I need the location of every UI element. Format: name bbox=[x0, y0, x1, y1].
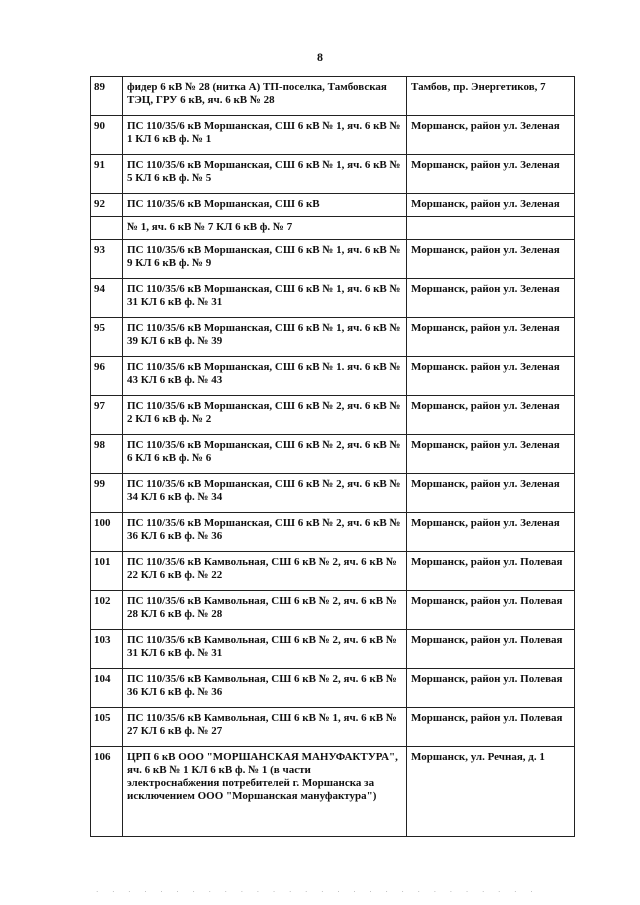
row-description: ПС 110/35/6 кВ Камвольная, СШ 6 кВ № 2, яч. 6 кВ № 31 КЛ 6 кВ ф. № 31 bbox=[123, 630, 407, 669]
row-description: ПС 110/35/6 кВ Камвольная, СШ 6 кВ № 2, яч. 6 кВ № 22 КЛ 6 кВ ф. № 22 bbox=[123, 552, 407, 591]
scan-artifact: · · · · · · · · · · · · · · · · · · · · · · · · · · · · bbox=[96, 888, 539, 896]
row-description: ПС 110/35/6 кВ Моршанская, СШ 6 кВ № 1, яч. 6 кВ № 1 КЛ 6 кВ ф. № 1 bbox=[123, 116, 407, 155]
row-address: Моршанск, район ул. Полевая bbox=[407, 552, 575, 591]
table-row bbox=[91, 217, 575, 240]
table-row bbox=[91, 357, 575, 396]
row-address: Моршанск, район ул. Полевая bbox=[407, 630, 575, 669]
table-row bbox=[91, 552, 575, 591]
table-row bbox=[91, 155, 575, 194]
row-number: 90 bbox=[91, 116, 123, 155]
table-row bbox=[91, 708, 575, 747]
row-number: 102 bbox=[91, 591, 123, 630]
row-address: Моршанск, район ул. Зеленая bbox=[407, 116, 575, 155]
row-description: ПС 110/35/6 кВ Моршанская, СШ 6 кВ № 1, яч. 6 кВ № 5 КЛ 6 кВ ф. № 5 bbox=[123, 155, 407, 194]
table-row bbox=[91, 474, 575, 513]
row-address: Моршанск, район ул. Зеленая bbox=[407, 435, 575, 474]
row-address: Тамбов, пр. Энергетиков, 7 bbox=[407, 77, 575, 116]
row-description: № 1, яч. 6 кВ № 7 КЛ 6 кВ ф. № 7 bbox=[123, 217, 407, 240]
row-number: 105 bbox=[91, 708, 123, 747]
row-number bbox=[91, 217, 123, 240]
table-row bbox=[91, 513, 575, 552]
row-number: 91 bbox=[91, 155, 123, 194]
row-address: Моршанск, район ул. Полевая bbox=[407, 669, 575, 708]
table-row bbox=[91, 279, 575, 318]
row-address: Моршанск, район ул. Зеленая bbox=[407, 513, 575, 552]
facilities-table bbox=[90, 76, 575, 837]
row-address: Моршанск, район ул. Зеленая bbox=[407, 474, 575, 513]
row-number: 98 bbox=[91, 435, 123, 474]
row-address: Моршанск. район ул. Зеленая bbox=[407, 357, 575, 396]
row-description: ПС 110/35/6 кВ Моршанская, СШ 6 кВ bbox=[123, 194, 407, 217]
row-address: Моршанск, район ул. Полевая bbox=[407, 591, 575, 630]
row-number: 89 bbox=[91, 77, 123, 116]
row-description: ПС 110/35/6 кВ Моршанская, СШ 6 кВ № 1, яч. 6 кВ № 31 КЛ 6 кВ ф. № 31 bbox=[123, 279, 407, 318]
table-row bbox=[91, 240, 575, 279]
row-description: фидер 6 кВ № 28 (нитка А) ТП-поселка, Тамбовская ТЭЦ, ГРУ 6 кВ, яч. 6 кВ № 28 bbox=[123, 77, 407, 116]
row-number: 92 bbox=[91, 194, 123, 217]
row-number: 99 bbox=[91, 474, 123, 513]
row-description: ПС 110/35/6 кВ Моршанская, СШ 6 кВ № 2, яч. 6 кВ № 36 КЛ 6 кВ ф. № 36 bbox=[123, 513, 407, 552]
row-number: 103 bbox=[91, 630, 123, 669]
row-number: 101 bbox=[91, 552, 123, 591]
row-number: 104 bbox=[91, 669, 123, 708]
row-description: ПС 110/35/6 кВ Моршанская, СШ 6 кВ № 1. яч. 6 кВ № 43 КЛ 6 кВ ф. № 43 bbox=[123, 357, 407, 396]
table-row bbox=[91, 669, 575, 708]
row-number: 95 bbox=[91, 318, 123, 357]
row-address: Моршанск, ул. Речная, д. 1 bbox=[407, 747, 575, 837]
row-number: 97 bbox=[91, 396, 123, 435]
table-row bbox=[91, 194, 575, 217]
table-row bbox=[91, 435, 575, 474]
row-description: ПС 110/35/6 кВ Моршанская, СШ 6 кВ № 2, яч. 6 кВ № 2 КЛ 6 кВ ф. № 2 bbox=[123, 396, 407, 435]
row-description: ПС 110/35/6 кВ Моршанская, СШ 6 кВ № 1, яч. 6 кВ № 39 КЛ 6 кВ ф. № 39 bbox=[123, 318, 407, 357]
row-address: Моршанск, район ул. Зеленая bbox=[407, 155, 575, 194]
table-row bbox=[91, 747, 575, 837]
row-address: Моршанск, район ул. Полевая bbox=[407, 708, 575, 747]
row-description: ПС 110/35/6 кВ Моршанская, СШ 6 кВ № 1, яч. 6 кВ № 9 КЛ 6 кВ ф. № 9 bbox=[123, 240, 407, 279]
row-number: 96 bbox=[91, 357, 123, 396]
row-description: ПС 110/35/6 кВ Камвольная, СШ 6 кВ № 2, яч. 6 кВ № 28 КЛ 6 кВ ф. № 28 bbox=[123, 591, 407, 630]
row-address: Моршанск, район ул. Зеленая bbox=[407, 396, 575, 435]
row-address bbox=[407, 217, 575, 240]
row-number: 94 bbox=[91, 279, 123, 318]
table-row bbox=[91, 630, 575, 669]
row-description: ПС 110/35/6 кВ Камвольная, СШ 6 кВ № 1, яч. 6 кВ № 27 КЛ 6 кВ ф. № 27 bbox=[123, 708, 407, 747]
row-number: 106 bbox=[91, 747, 123, 837]
row-description: ПС 110/35/6 кВ Моршанская, СШ 6 кВ № 2, яч. 6 кВ № 6 КЛ 6 кВ ф. № 6 bbox=[123, 435, 407, 474]
row-address: Моршанск, район ул. Зеленая bbox=[407, 279, 575, 318]
page-number: 8 bbox=[317, 50, 323, 64]
row-description: ЦРП 6 кВ ООО "МОРШАНСКАЯ МАНУФАКТУРА", яч. 6 кВ № 1 КЛ 6 кВ ф. № 1 (в части электроснабжения потребителей г. Моршанска за исключением ООО "Моршанская мануфактура") bbox=[123, 747, 407, 837]
table-row bbox=[91, 77, 575, 116]
row-address: Моршанск, район ул. Зеленая bbox=[407, 318, 575, 357]
row-description: ПС 110/35/6 кВ Камвольная, СШ 6 кВ № 2, яч. 6 кВ № 36 КЛ 6 кВ ф. № 36 bbox=[123, 669, 407, 708]
table-row bbox=[91, 396, 575, 435]
table-row bbox=[91, 116, 575, 155]
row-number: 100 bbox=[91, 513, 123, 552]
table-row bbox=[91, 318, 575, 357]
row-number: 93 bbox=[91, 240, 123, 279]
table-row bbox=[91, 591, 575, 630]
row-description: ПС 110/35/6 кВ Моршанская, СШ 6 кВ № 2, яч. 6 кВ № 34 КЛ 6 кВ ф. № 34 bbox=[123, 474, 407, 513]
row-address: Моршанск, район ул. Зеленая bbox=[407, 240, 575, 279]
row-address: Моршанск, район ул. Зеленая bbox=[407, 194, 575, 217]
